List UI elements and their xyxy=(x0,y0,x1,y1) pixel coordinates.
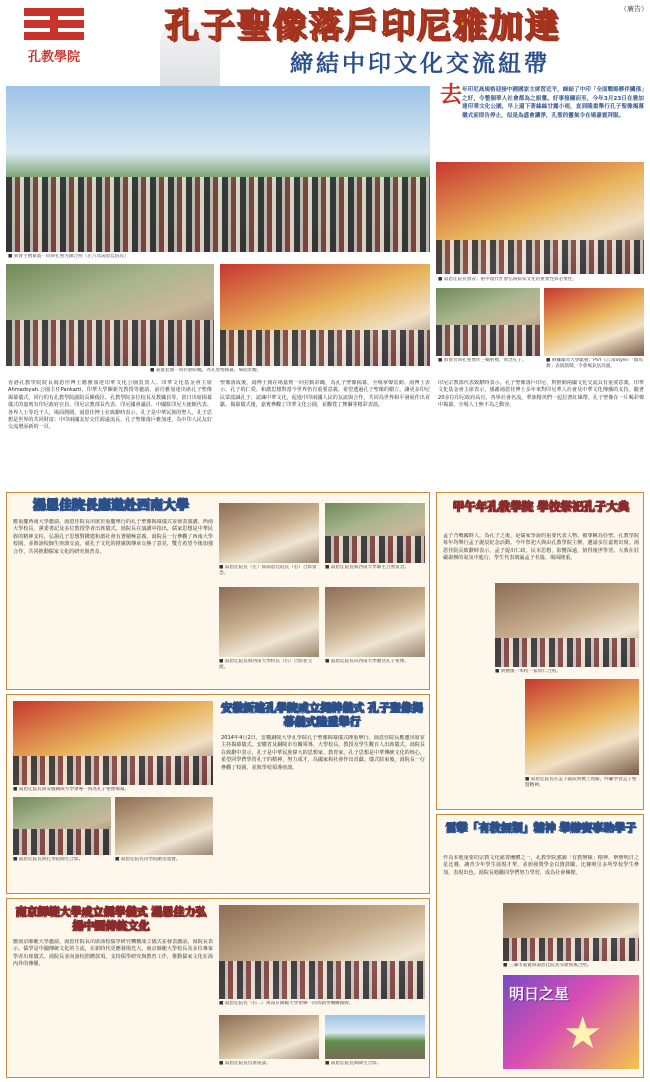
rising-stars-banner xyxy=(503,975,639,1069)
box2-photo-2 xyxy=(525,679,639,775)
box1-text: 應重慶西南大學邀請，湯恩佳院長出席於重慶舉行的孔子聖像揭幕儀式並發表演講。西南大學校長、黨委書記及多位教授學者出席儀式。湯院長在演講中指出，儒家思想是中華民族的精神支柱，弘揚孔子思想對構建和諧社會有著積極意義。湯院長一行參觀了西南大學校園，並與該校師生座談交流，就孔子文化的推廣與傳承交換了意見，雙方希望今後加強合作，共同推動儒家文化的研究與普及。 xyxy=(13,519,213,555)
box3-photo-1 xyxy=(13,701,213,785)
box1-title: 湯恩佳院長應邀赴西南大學 xyxy=(32,498,189,513)
star-icon: ★ xyxy=(563,1008,603,1059)
box3-title: 安徽新建孔學院成立揭牌儀式 孔子聖像揭幕儀式隆重舉行 xyxy=(221,701,423,728)
box3-caption-1: ■ 湯恩佳院長與安徽銅陵大學領導一同為孔子聖像揭幕。 xyxy=(13,787,130,792)
box3-caption-2: ■ 湯恩佳院長與孔學院師生合影。 xyxy=(13,857,84,862)
box5-photo-1 xyxy=(503,903,639,961)
box-rising-stars xyxy=(436,814,644,1078)
caption-lion-dance: ■ 舞獅團為大會獻藝；PSY《江南Style》「騎馬舞」表演熱鬧，令會場氣氛高漲。 xyxy=(546,358,644,369)
box3-photo-2 xyxy=(13,797,111,855)
subheadline: 締結中印文化交流紐帶 xyxy=(290,50,550,77)
box5-text: 作為本地重要的宗教文化慈善團體之一，孔教學院強調「有教無類」精神，舉辦明日之星比賽，讓青少年學生展現才華，並頒發獎學金以資鼓勵。比賽吸引多所學校學生參加，表現出色。湯院長勉勵同學們努力學習，成為社會棟樑。 xyxy=(443,855,639,876)
box2-title: 甲午年孔教學院 學校祭祀孔子大典 xyxy=(452,499,630,513)
caption-bow: ■ 與會者與孔聖像作三鞠躬禮，悼念孔子。 xyxy=(438,358,527,363)
lead-initial: 去 xyxy=(440,83,463,108)
box1-caption-1: ■ 湯恩佳院長（左）與湯恩佳院長（右）合影留念。 xyxy=(219,565,317,576)
box4-caption-2: ■ 湯恩佳院長出席座談。 xyxy=(219,1061,271,1066)
box3-caption-3: ■ 湯恩佳院長向學院贈送墨寶。 xyxy=(115,857,181,862)
rising-stars-banner-text: 明日之星 xyxy=(509,985,570,1003)
ad-tag: （廣告） xyxy=(620,5,648,13)
box3-photo-3 xyxy=(115,797,213,855)
box1-caption-4: ■ 湯恩佳院長向西南大學贈送孔子聖像。 xyxy=(325,659,409,664)
box4-caption-1: ■ 湯恩佳院長（右二）與南京師範大學領導一同為儒學機構揭牌。 xyxy=(219,1001,354,1006)
caption-ribbon: ■ 嘉賓套圈一同拉動彩繩，為孔聖像揭幕，場面壯觀。 xyxy=(150,368,262,373)
logo xyxy=(16,8,92,66)
box1-photo-4 xyxy=(325,587,425,657)
headline: 孔子聖像落戶印尼雅加達 xyxy=(164,6,561,46)
box1-photo-2 xyxy=(325,503,425,563)
box-southwest-university xyxy=(6,492,430,690)
box5-title: 雷擊「有教無類」精神 舉辦賽事助學子 xyxy=(445,821,637,834)
box-mencius-ceremony xyxy=(436,492,644,810)
ribbon-photo-1 xyxy=(6,264,214,366)
logo-text: 孔教學院 xyxy=(27,50,80,65)
speech-photo xyxy=(436,162,644,274)
box2-caption-2: ■ 湯恩佳院長在孟子誕辰典禮上致辭，呼籲學習孟子聖賢精神。 xyxy=(525,777,637,788)
box1-photo-1 xyxy=(219,503,319,563)
lead-text: 年印尼高規格迎接中國國家主席習近平，締結了中印「全面戰略夥伴關係」之好，令整個華人社會都為之振奮。好事接踵而至，今年3月23日在雅加達印華文化公園，早上還下著絲絲甘露小雨，直到隆重舉行孔子聖像揭幕儀式前即告停止，似是為盛會讓淨，孔聖的靈氣令在場嘉賓拜服。 xyxy=(462,87,644,119)
group-photo-main xyxy=(6,86,430,252)
lion-dance-photo xyxy=(544,288,644,356)
ribbon-photo-2 xyxy=(220,264,430,366)
box1-caption-2: ■ 湯恩佳院長與西南大學師生合照留念。 xyxy=(325,565,409,570)
body-col-2: 聖像落成後，湯博士與在場嘉賓一同拉動彩繩，為孔子聖像揭幕，全場掌聲雷動。湯博士表示，孔子的仁愛、和諧思想對當今世界仍有重要意義，希望透過孔子聖像的樹立，讓更多印尼民眾認識孔子、認識中華文化，促進中印兩國人民的友誼與合作，共同為世界和平發展作出貢獻。揭幕儀式後，嘉賓參觀了印華文化公園，並觀賞了舞獅等精彩表演。 xyxy=(220,380,430,409)
box2-caption-1: ■ 典禮後一本校一家同仁合照。 xyxy=(495,669,561,674)
box4-photo-1 xyxy=(219,905,425,999)
box-nanjing-normal-university xyxy=(6,898,430,1078)
bow-photo xyxy=(436,288,540,356)
caption-speech: ■ 湯恩佳院長發表；重申現代社會弘揚儒家文化的重要性與必要性。 xyxy=(438,277,578,282)
box2-text: 孟子乃戰國時人，為孔子之後，是儒家學說的重要代表人物，被尊稱為亞聖。孔教學院每年均舉行孟子誕辰紀念活動。今年祭祀大典由孔教學院主辦，邀請多位嘉賓出席。湯恩佳院長致辭時表示，孟子提出仁政、民本思想，影響深遠，值得後世學習。大典在莊嚴肅穆的氣氛中進行，學生代表朗誦孟子名篇，場面隆重。 xyxy=(443,533,639,562)
box4-photo-3 xyxy=(325,1015,425,1059)
box4-title: 南京師範大學成立儒學儀式 湯恩佳力弘揚中國傳統文化 xyxy=(15,905,207,932)
body-col-1: 香港孔教學院院長湯恩佳博士應雅加達印華文化公園負責人、印華文化基金會主席Ahmadsyah.公園主任Pankarti，印華大學陳新光教授等邀請，前往雅加達出席孔子聖像揭幕儀式，同行的有孔教學院副院長陳俊臣、孔教學院多位校長及教職員等。當日出席揭幕儀式的嘉賓有印尼政府官員、印尼宗教部長代表、印尼國會議員、中國駐印尼大使館代表、各界人士等近千人，場面熱鬧。湯恩佳博士在致辭時表示，孔子是中華民族的聖人，孔子思想是世界的共同財富；中印兩國友好交往源遠流長，孔子聖像落戶雅加達，為中印人民友好交流增添新的一頁。 xyxy=(8,380,212,431)
box3-text: 2014年4月2日，安徽銅陵大學孔學院孔子聖像揭幕儀式隆重舉行。湯恩佳院長應邀出席並主持揭幕儀式。安徽省及銅陵市有關領導、大學校長、教授及學生數百人出席儀式。湯院長在致辭中表示，孔子是中華民族偉大的思想家、教育家，孔子思想是中華傳統文化的核心，希望同學們學習孔子的精神，努力成才，為國家和社會作出貢獻。儀式結束後，湯院長一行參觀了校園，並與學校領導座談。 xyxy=(221,735,425,771)
box1-caption-3: ■ 湯恩佳院長與西南大學校長（右）合影並交流。 xyxy=(219,659,313,670)
box4-text: 應南京師範大學邀請，湯恩佳院長出席該校儒學研究機構成立儀式並發表講話。湯院長表示，儒學是中國傳統文化的主流，在新時代更應發揚光大。南京師範大學校長及多位專家學者出席儀式。湯院長並向該校捐贈款項，支持儒學研究與教育工作，推動儒家文化在海內外的傳播。 xyxy=(13,939,213,968)
box2-photo-1 xyxy=(495,583,639,667)
box4-photo-2 xyxy=(219,1015,319,1059)
box-anhui-ceremony xyxy=(6,694,430,894)
box1-photo-3 xyxy=(219,587,319,657)
body-col-3: 印尼宗教部代表致辭時表示，孔子聖像落戶印尼，對推動兩國文化交流具有重要意義。印華文化基金會主席表示，感謝湯恩佳博士多年來對印尼華人社會及中華文化傳播的支持。隨著20多位印尼政府高官、各界社會名流、華族精英們一起拉著紅絲帶，孔子聖像在一片喝彩聲中揭幕，全場人士無不為之動容。 xyxy=(438,380,644,409)
box4-caption-3: ■ 湯恩佳院長與師生合影。 xyxy=(325,1061,382,1066)
box5-caption-1: ■ 三藩市嘉賓與湯恩佳院長等頒獎後合照。 xyxy=(503,963,592,968)
caption-group-photo: ■ 與會主禮嘉賓一同與孔聖先師合照（左六為湯恩佳院長） xyxy=(8,254,129,259)
